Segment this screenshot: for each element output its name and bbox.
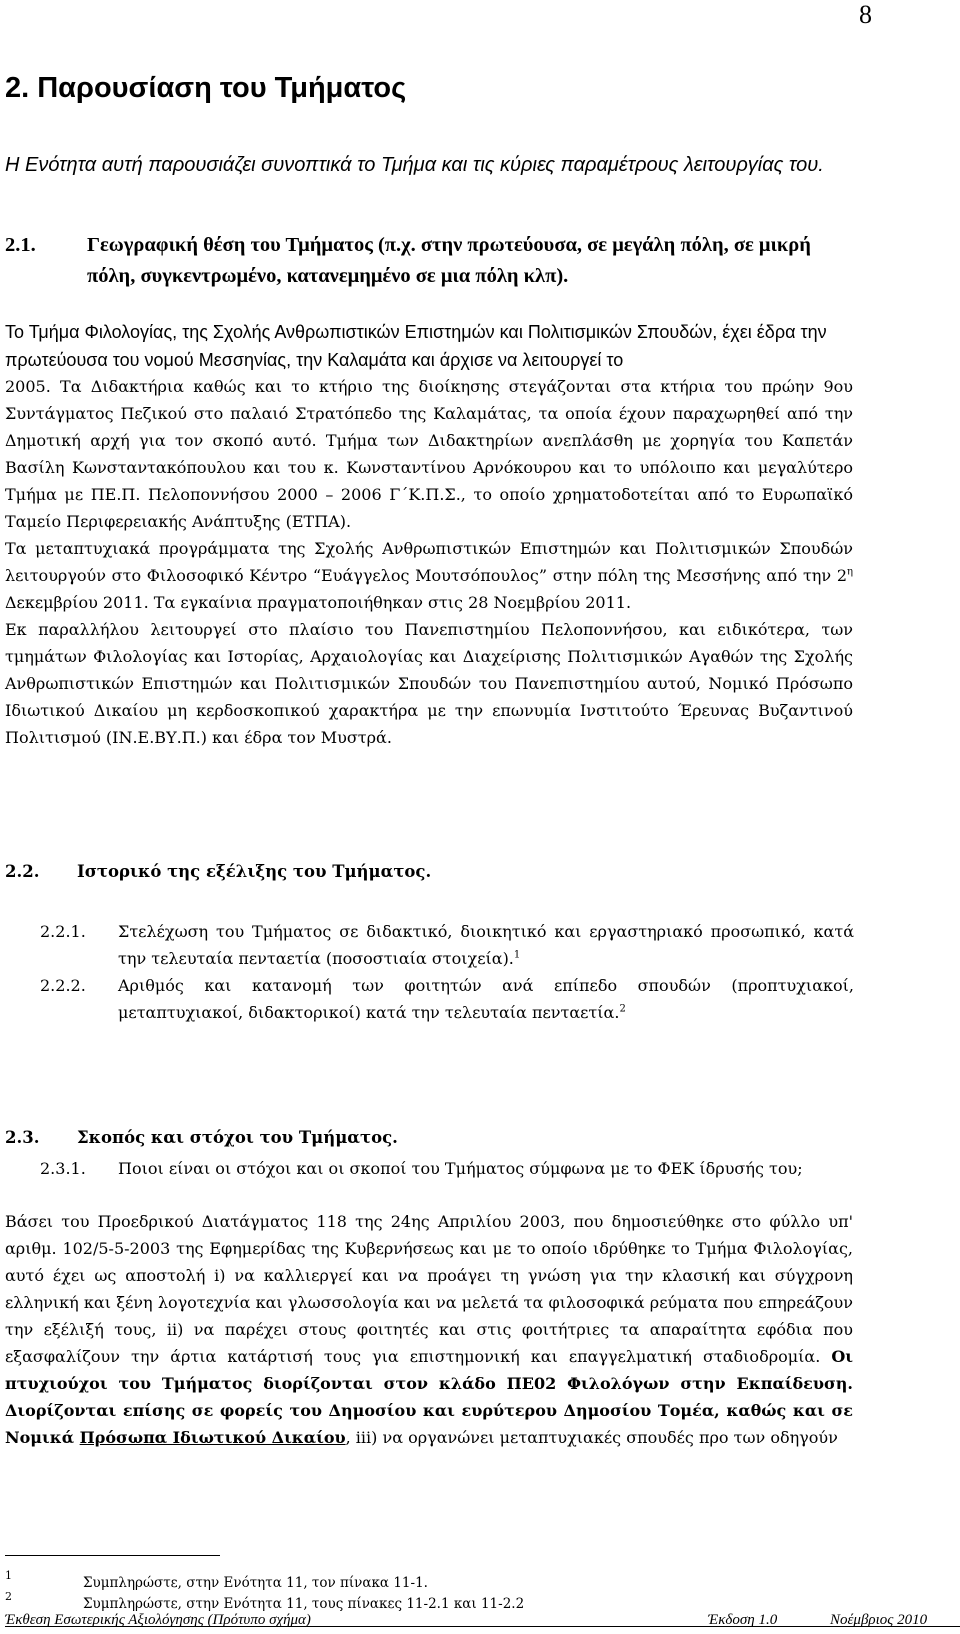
section-heading: 2. Παρουσίαση του Τμήματος xyxy=(5,72,407,104)
mission-text: Βάσει του Προεδρικού Διατάγματος 118 της 24ης Απριλίου 2003, που δημοσιεύθηκε στο φύλλο υπ' αριθμ. 102/5-5-2003 της Εφημερίδας της Κυβερνήσεως και με το οποίο ιδρύθηκε το Τμήμα Φιλολογίας, αυτό έχει ως αποστολή i) να καλλιεργεί και να προάγει τη γνώση για την κλασική και σύγχρονη ελληνική και ξένη λογοτεχνία και γλωσσολογία και να μελετά τα φιλοσοφικά ρεύματα που επηρεάζουν την εξέλιξή τους, ii) να παρέχει στους φοιτητές και στις φοιτήτριες τα απαραίτητα εφόδια που εξασφαλίζουν την άρτια κατάρτισή τους για επιστημονική και επαγγελματική σταδιοδρομία. xyxy=(5,1212,853,1366)
footer-title: Έκθεση Εσωτερικής Αξιολόγησης (Πρότυπο σχήμα) xyxy=(5,1612,311,1628)
paragraph-institute: Εκ παραλλήλου λειτουργεί στο πλαίσιο του Πανεπιστημίου Πελοποννήσου, και ειδικότερα, των τμημάτων Φιλολογίας και Ιστορίας, Αρχαιολογίας και Διαχείρισης Πολιτισμικών Αγαθών της Σχολής Ανθρωπιστικών Επιστημών και Πολιτισμικών Σπουδών του Πανεπιστημίου αυτού, Νομικό Πρόσωπο Ιδιωτικού Δικαίου μη κερδοσκοπικού χαρακτήρα με την επωνυμία Ινστιτούτο Έρευνας Βυζαντινού Πολιτισμού (ΙΝ.Ε.ΒΥ.Π.) και έδρα τον Μυστρά. xyxy=(5,620,853,747)
footnote-separator xyxy=(5,1555,220,1556)
item-text: Ποιοι είναι οι στόχοι και οι σκοποί του Τμήματος σύμφωνα με το ΦΕΚ ίδρυσής του; xyxy=(118,1159,803,1178)
footnote-text: Συμπληρώστε, στην Ενότητα 11, τον πίνακα 11-1. xyxy=(83,1575,428,1591)
footer-edition: Έκδοση 1.0 xyxy=(708,1612,778,1628)
footnote-ref: 1 xyxy=(513,949,521,961)
item-number: 2.2.2. xyxy=(40,976,86,995)
page-number: 8 xyxy=(859,0,872,29)
paragraph-postgraduate-b: Δεκεμβρίου 2011. Τα εγκαίνια πραγματοποιήθηκαν στις 28 Νοεμβρίου 2011. xyxy=(5,593,632,612)
mission-text-end: , iii) να οργανώνει μεταπτυχιακές σπουδές προ των οδηγούν xyxy=(345,1428,838,1447)
subsection-title: Ιστορικό της εξέλιξης του Τμήματος. xyxy=(77,862,432,881)
ordinal-sup: η xyxy=(847,566,853,578)
footnote-ref: 2 xyxy=(619,1003,626,1015)
item-number: 2.2.1. xyxy=(40,922,86,941)
subsection-title: Γεωγραφική θέση του Τμήματος (π.χ. στην πρωτεύουσα, σε μεγάλη πόλη, σε μικρή πόλη, συγκεντρωμένο, κατανεμημένο σε μια πόλη κλπ). xyxy=(87,234,811,287)
mission-bold-underlined: Πρόσωπα Ιδιωτικού Δικαίου xyxy=(79,1428,346,1447)
intro-text: Η Ενότητα αυτή παρουσιάζει συνοπτικά το Τμήμα και τις κύριες παραμέτρους λειτουργίας του. xyxy=(5,154,824,176)
subsection-number: 2.1. xyxy=(5,234,36,256)
paragraph-mission xyxy=(5,1208,853,1451)
item-text: Στελέχωση του Τμήματος σε διδακτικό, διοικητικό και εργαστηριακό προσωπικό, κατά την τελευταία πενταετία (ποσοστιαία στοιχεία). xyxy=(118,922,854,968)
footnote-number: 2 xyxy=(5,1590,12,1603)
paragraph-buildings: 2005. Τα Διδακτήρια καθώς και το κτήριο της διοίκησης στεγάζονται στα κτήρια του πρώην 9ου Συντάγματος Πεζικού στο παλαιό Στρατόπεδο της Καλαμάτας, τα οποία έχουν παραχωρηθεί από την Δημοτική αρχή για τον σκοπό αυτό. Τμήμα των Διδακτηρίων ανεπλάσθη με χορηγία του Καπετάν Βασίλη Κωνσταντακόπουλου και του κ. Κωνσταντίνου Αρνόκουρου και το υπόλοιπο και μεγαλύτερο Τμήμα με ΠΕ.Π. Πελοποννήσου 2000 – 2006 Γ΄Κ.Π.Σ., το οποίο χρηματοδοτείται από το Ευρωπαϊκό Ταμείο Περιφερειακής Ανάπτυξης (ΕΤΠΑ). xyxy=(5,377,853,531)
paragraph-postgraduate xyxy=(5,535,853,616)
footer-date: Νοέμβριος 2010 xyxy=(830,1612,928,1628)
subsection-number: 2.3. xyxy=(5,1128,40,1147)
mission-bold: Οι πτυχιούχοι του Τμήματος διορίζονται στον κλάδο ΠΕ02 Φιλολόγων στην Εκπαίδευση. Διορίζονται επίσης σε φορείς του Δημοσίου και ευρύτερου Δημοσίου Τομέα, καθώς και σε Νομικά xyxy=(5,1347,853,1447)
subsection-title: Σκοπός και στόχοι του Τμήματος. xyxy=(77,1128,398,1147)
paragraph-location: Το Τμήμα Φιλολογίας, της Σχολής Ανθρωπιστικών Επιστημών και Πολιτισμικών Σπουδών, έχει έδρα την πρωτεύουσα του νομού Μεσσηνίας, την Καλαμάτα και άρχισε να λειτουργεί το xyxy=(5,322,827,370)
paragraph-postgraduate-a: Τα μεταπτυχιακά προγράμματα της Σχολής Ανθρωπιστικών Επιστημών και Πολιτισμικών Σπουδών λειτουργούν στο Φιλοσοφικό Κέντρο “Ευάγγελος Μουτσόπουλος” στην πόλη της Μεσσήνης από την 2 xyxy=(5,539,853,585)
subsection-number: 2.2. xyxy=(5,862,40,881)
footnote-text: Συμπληρώστε, στην Ενότητα 11, τους πίνακες 11-2.1 και 11-2.2 xyxy=(83,1596,525,1612)
body-block-2-1 xyxy=(5,373,853,751)
item-number: 2.3.1. xyxy=(40,1159,86,1178)
footnote-number: 1 xyxy=(5,1569,12,1582)
item-text: Αριθμός και κατανομή των φοιτητών ανά επίπεδο σπουδών (προπτυχιακοί, μεταπτυχιακοί, διδακτορικοί) κατά την τελευταία πενταετία. xyxy=(118,976,854,1022)
